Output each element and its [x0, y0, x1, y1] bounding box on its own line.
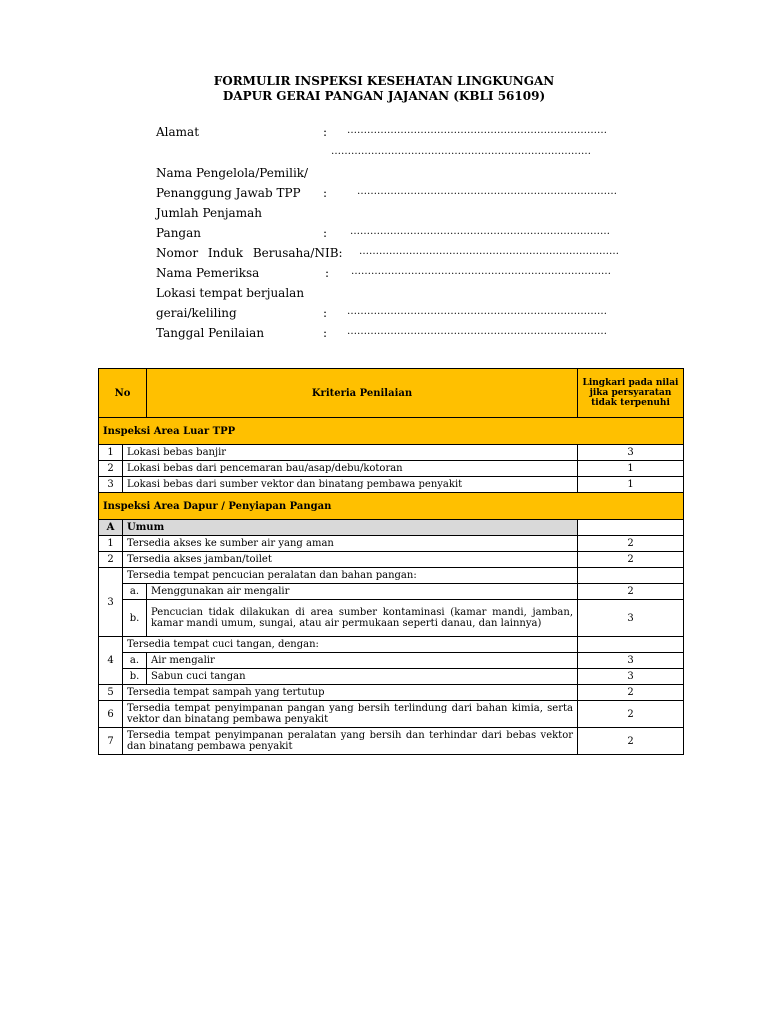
nib-label: Nomor Induk Berusaha/NIB: [156, 246, 343, 260]
section-heading [99, 493, 684, 520]
table-subrow [99, 600, 684, 637]
subsection-letter: A [99, 520, 123, 536]
header-no: No [99, 369, 147, 418]
subrow-score[interactable]: 2 [578, 584, 684, 600]
row-text: Tersedia akses ke sumber air yang aman [123, 536, 578, 552]
row-score[interactable]: 1 [578, 461, 684, 477]
subrow-score[interactable]: 3 [578, 669, 684, 685]
nib-field[interactable]: …………………………………………………………………… [359, 246, 619, 257]
row-no: 4 [99, 637, 123, 685]
row-no: 3 [99, 568, 123, 637]
subsection-score-empty [578, 520, 684, 536]
pengelola-colon: : [323, 186, 328, 200]
subsection-umum: Umum [123, 520, 578, 536]
row-no: 1 [99, 445, 123, 461]
row-text: Tersedia tempat penyimpanan peralatan yang bersih dan terhindar dari bebas vektor dan binatang pembawa penyakit [123, 728, 578, 755]
row-text: Tersedia tempat sampah yang tertutup [123, 685, 578, 701]
table-subrow [99, 653, 684, 669]
table-header-row [99, 369, 684, 418]
row-no: 7 [99, 728, 123, 755]
table-row [99, 536, 684, 552]
header-kriteria: Kriteria Penilaian [147, 369, 578, 418]
header-nilai: Lingkari pada nilai jika persyaratan tidak terpenuhi [578, 369, 684, 418]
table-subrow [99, 669, 684, 685]
row-text: Tersedia tempat cuci tangan, dengan: [123, 637, 578, 653]
alamat-colon: : [323, 125, 328, 139]
row-no: 3 [99, 477, 123, 493]
section-dapur: Inspeksi Area Dapur / Penyiapan Pangan [99, 493, 684, 520]
table-row [99, 477, 684, 493]
table-row [99, 637, 684, 653]
row-text: Tersedia tempat penyimpanan pangan yang bersih terlindung dari bahan kimia, serta vektor dan binatang pembawa penyakit [123, 701, 578, 728]
subrow-text: Air mengalir [147, 653, 578, 669]
alamat-field[interactable]: …………………………………………………………………… [347, 125, 607, 136]
subrow-text: Menggunakan air mengalir [147, 584, 578, 600]
subrow-text: Pencucian tidak dilakukan di area sumber kontaminasi (kamar mandi, jamban, kamar mandi umum, sungai, atau air permukaan seperti danau, dan lainnya) [147, 600, 578, 637]
table-row [99, 728, 684, 755]
lokasi-label-line-1: Lokasi tempat berjualan [156, 286, 305, 300]
subrow-label: b. [123, 600, 147, 637]
pemeriksa-field[interactable]: …………………………………………………………………… [351, 266, 611, 277]
table-row [99, 461, 684, 477]
subrow-label: a. [123, 584, 147, 600]
row-text: Tersedia akses jamban/toilet [123, 552, 578, 568]
table-row [99, 701, 684, 728]
pemeriksa-colon: : [325, 266, 330, 280]
tanggal-field[interactable]: …………………………………………………………………… [347, 326, 607, 337]
row-no: 1 [99, 536, 123, 552]
penjamah-label-line-1: Jumlah Penjamah [156, 206, 262, 220]
alamat-field-line-2[interactable]: …………………………………………………………………… [331, 146, 591, 157]
row-no: 2 [99, 552, 123, 568]
subrow-label: b. [123, 669, 147, 685]
subsection-row [99, 520, 684, 536]
lokasi-label-line-2: gerai/keliling [156, 306, 237, 320]
lokasi-field[interactable]: …………………………………………………………………… [347, 306, 607, 317]
table-row [99, 445, 684, 461]
row-no: 5 [99, 685, 123, 701]
row-score[interactable]: 1 [578, 477, 684, 493]
pengelola-field[interactable]: …………………………………………………………………… [357, 186, 617, 197]
subrow-score[interactable]: 3 [578, 600, 684, 637]
row-score[interactable]: 3 [578, 445, 684, 461]
lokasi-colon: : [323, 306, 328, 320]
row-score[interactable]: 2 [578, 728, 684, 755]
section-heading [99, 418, 684, 445]
pengelola-label-line-1: Nama Pengelola/Pemilik/ [156, 166, 309, 180]
row-score-empty [578, 637, 684, 653]
subrow-label: a. [123, 653, 147, 669]
row-score[interactable]: 2 [578, 536, 684, 552]
subrow-text: Sabun cuci tangan [147, 669, 578, 685]
tanggal-label: Tanggal Penilaian [156, 326, 265, 340]
row-score-empty [578, 568, 684, 584]
title-line-2: DAPUR GERAI PANGAN JAJANAN (KBLI 56109) [222, 89, 546, 103]
table-row [99, 685, 684, 701]
table-row [99, 568, 684, 584]
pemeriksa-label: Nama Pemeriksa [156, 266, 260, 280]
penjamah-label-line-2: Pangan [156, 226, 201, 240]
row-score[interactable]: 2 [578, 701, 684, 728]
tanggal-colon: : [323, 326, 328, 340]
table-row [99, 552, 684, 568]
table-subrow [99, 584, 684, 600]
penjamah-colon: : [323, 226, 328, 240]
row-no: 2 [99, 461, 123, 477]
subrow-score[interactable]: 3 [578, 653, 684, 669]
row-text: Lokasi bebas dari pencemaran bau/asap/debu/kotoran [123, 461, 578, 477]
row-text: Lokasi bebas dari sumber vektor dan binatang pembawa penyakit [123, 477, 578, 493]
penjamah-field[interactable]: …………………………………………………………………… [350, 226, 610, 237]
criteria-table [98, 368, 684, 755]
title-line-1: FORMULIR INSPEKSI KESEHATAN LINGKUNGAN [213, 74, 555, 88]
row-text: Tersedia tempat pencucian peralatan dan bahan pangan: [123, 568, 578, 584]
alamat-label: Alamat [156, 125, 200, 139]
section-luar-tpp: Inspeksi Area Luar TPP [99, 418, 684, 445]
row-text: Lokasi bebas banjir [123, 445, 578, 461]
pengelola-label-line-2: Penanggung Jawab TPP [156, 186, 301, 200]
row-score[interactable]: 2 [578, 685, 684, 701]
row-no: 6 [99, 701, 123, 728]
row-score[interactable]: 2 [578, 552, 684, 568]
